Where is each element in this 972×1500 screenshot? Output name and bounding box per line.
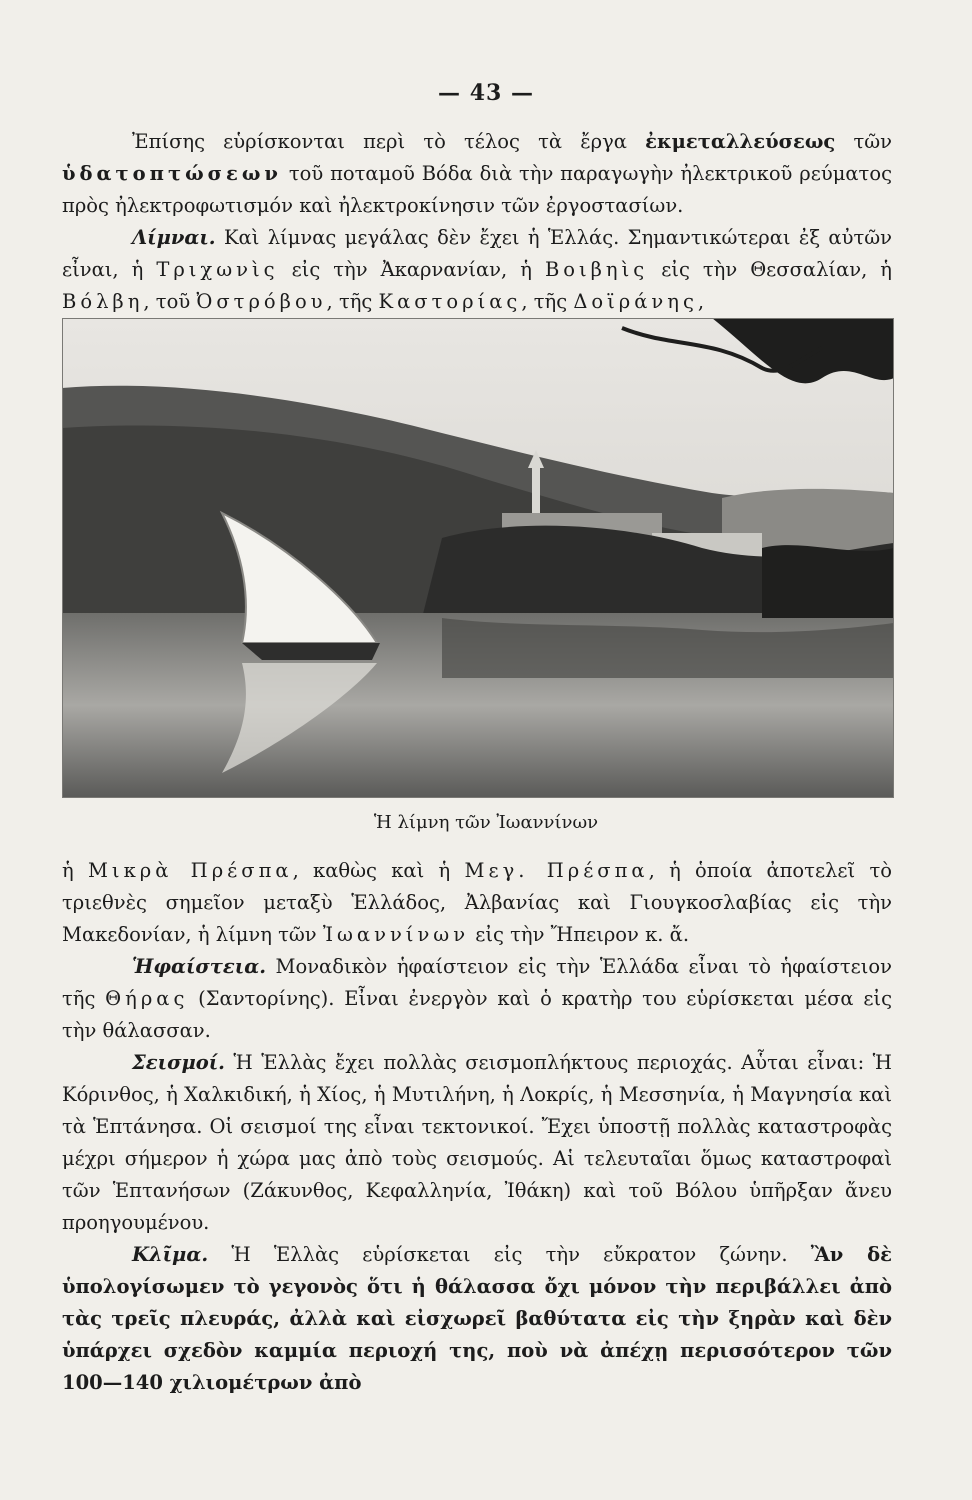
text-span: (Σαντορίνης). Εἶναι ἐνεργὸν καὶ ὁ κρατὴρ του εὑρίσκεται μέσα εἰς τὴν θάλασσαν. xyxy=(62,987,893,1042)
text-span: εἰς τὴν Ἤπειρον κ. ἄ. xyxy=(469,923,690,946)
text-span: , τοῦ xyxy=(143,290,197,313)
place-kastoria: Καστορίας xyxy=(378,290,522,313)
paragraph-hydro xyxy=(62,126,892,222)
place-ostrovo: Ὀστρόβου xyxy=(196,290,327,313)
text-span: ἡ xyxy=(62,859,88,882)
paragraph-climate xyxy=(62,1239,892,1399)
place-thira: Θήρας xyxy=(105,987,189,1010)
place-megali-prespa: Μεγ. Πρέσπα xyxy=(464,859,649,882)
text-span: τῶν xyxy=(835,130,892,153)
place-trichonis: Τριχωνὶς xyxy=(156,258,279,281)
text-span: εἰς τὴν Ἀκαρνανίαν, ἡ xyxy=(278,258,545,281)
text-span: , xyxy=(697,290,705,313)
heading-lakes: Λίμναι. xyxy=(132,226,216,249)
paragraph-volcanoes xyxy=(62,951,892,1047)
paragraph-earthquakes xyxy=(62,1047,892,1239)
text-span: , τῆς xyxy=(521,290,574,313)
text-span: Ἐπίσης εὑρίσκονται περὶ τὸ τέλος τὰ ἔργα xyxy=(132,130,646,153)
place-voiviis: Βοιβηὶς xyxy=(544,258,649,281)
top-text-block xyxy=(62,126,892,318)
paragraph-lakes-continued xyxy=(62,855,892,951)
text-span: Καὶ λίμνας μεγάλας δὲν ἔχει ἡ Ἑλλάς. Σημαντικώτεραι ἐξ αὐτῶν εἶναι, ἡ xyxy=(62,226,892,281)
page-number: — 43 — xyxy=(438,80,534,106)
text-span: εἰς τὴν Θεσσαλίαν, ἡ xyxy=(648,258,892,281)
text-span: τοῦ ποταμοῦ Βόδα διὰ τὴν παραγωγὴν ἠλεκτρικοῦ ρεύματος πρὸς ἠλεκτροφωτισμόν καὶ ἠλεκτροκίνησιν τῶν ἐργοστασίων. xyxy=(62,162,892,217)
text-span: Ἡ Ἑλλὰς εὑρίσκεται εἰς τὴν εὔκρατον ζώνην. xyxy=(208,1243,811,1266)
text-span: , καθὼς καὶ ἡ xyxy=(292,859,465,882)
climate-bold-text: Ἂν δὲ ὑπολογίσωμεν τὸ γεγονὸς ὅτι ἡ θάλασσα ὄχι μόνον τὴν περιβάλλει ἀπὸ τὰς τρεῖς πλευράς, ἀλλὰ καὶ εἰσχωρεῖ βαθύτατα εἰς τὴν ξηρὰν καὶ δὲν ὑπάρχει σχεδὸν καμμία περιοχή της, ποὺ νὰ ἀπέχῃ περισσότερον τῶν 100—140 χιλιομέτρων ἀπὸ xyxy=(62,1243,892,1394)
paragraph-lakes xyxy=(62,222,892,318)
heading-volcanoes: Ἡφαίστεια. xyxy=(132,955,267,978)
bottom-text-block xyxy=(62,855,892,1399)
place-volvi: Βόλβη xyxy=(62,290,144,313)
photo-illustration xyxy=(62,318,894,798)
place-doirani: Δοϊράνης xyxy=(573,290,698,313)
text-span: , τῆς xyxy=(326,290,379,313)
place-ioannina: Ἰωαννίνων xyxy=(322,923,470,946)
heading-earthquakes: Σεισμοί. xyxy=(132,1051,225,1074)
emphasis-exploitation: ἐκμεταλλεύσεως xyxy=(645,130,836,153)
emphasis-waterfalls: ὑδατοπτώσεων xyxy=(62,162,282,185)
heading-climate: Κλῖμα. xyxy=(132,1243,209,1266)
text-span: , ἡ ὁποία ἀποτελεῖ τὸ τριεθνὲς σημεῖον μεταξὺ Ἑλλάδος, Ἀλβανίας καὶ Γιουγκοσλαβίας εἰς τὴν Μακεδονίαν, ἡ λίμνη τῶν xyxy=(62,859,892,946)
lake-ioannina-photo xyxy=(62,318,894,798)
place-mikra-prespa: Μικρὰ Πρέσπα xyxy=(87,859,293,882)
text-span: Μοναδικὸν ἡφαίστειον εἰς τὴν Ἑλλάδα εἶναι τὸ ἡφαίστειον τῆς xyxy=(62,955,892,1010)
photo-caption: Ἡ λίμνη τῶν Ἰωαννίνων xyxy=(373,812,599,833)
text-span: Ἡ Ἑλλὰς ἔχει πολλὰς σεισμοπλήκτους περιοχάς. Αὗται εἶναι: Ἡ Κόρινθος, ἡ Χαλκιδική, ἡ Χίος, ἡ Μυτιλήνη, ἡ Λοκρίς, ἡ Μεσσηνία, ἡ Μαγνησία καὶ τὰ Ἑπτάνησα. Οἱ σεισμοί της εἶναι τεκτονικοί. Ἔχει ὑποστῇ πολλὰς καταστροφὰς μέχρι σήμερον ἡ χώρα μας ἀπὸ τοὺς σεισμούς. Αἱ τελευταῖαι ὅμως καταστροφαὶ τῶν Ἑπτανήσων (Ζάκυνθος, Κεφαλληνία, Ἰθάκη) καὶ τοῦ Βόλου ὑπῆρξαν ἄνευ προηγουμένου. xyxy=(62,1051,892,1234)
